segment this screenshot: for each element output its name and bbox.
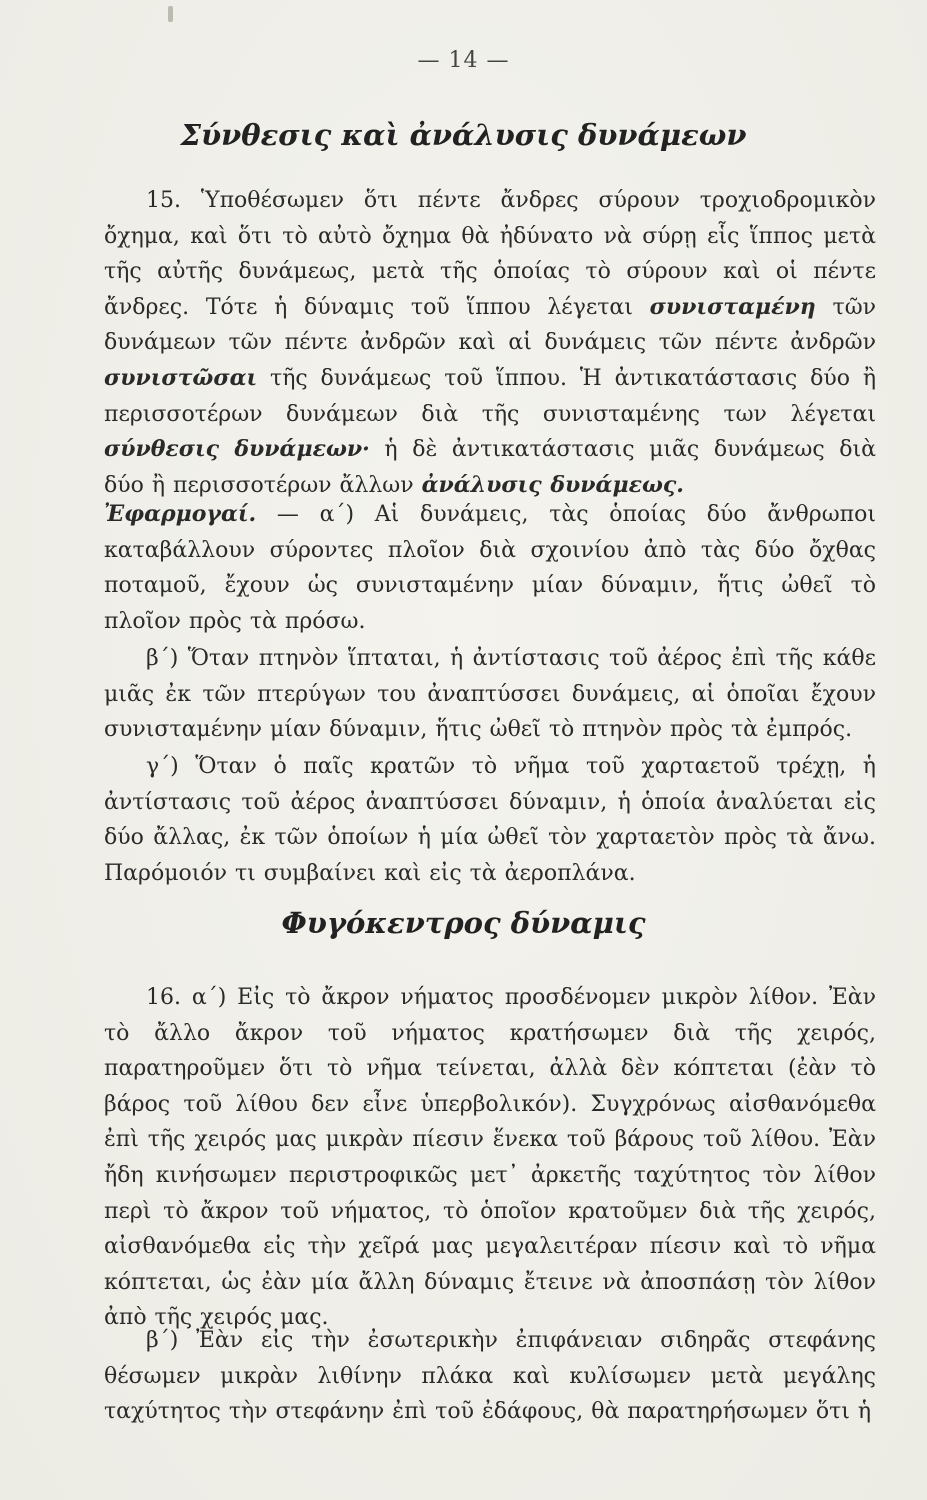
p15-text-1: 15. Ὑποθέσωμεν ὅτι πέντε ἄνδρες σύρουν τροχιοδρομικὸν ὄχημα, καὶ ὅτι τὸ αὐτὸ ὄχημα θὰ ἠδύνατο νὰ σύρῃ εἷς ἵππος μετὰ τῆς αὐτῆς δυνάμεως, μετὰ τῆς ὁποίας τὸ σύρουν καὶ οἱ πέντε ἄνδρες. Τότε ἡ δύναμις τοῦ ἵππου λέγεται (104, 188, 876, 320)
section-title-centrifugal: Φυγόκεντρος δύναμις (281, 906, 646, 940)
paragraph-16b: β΄) Ἐὰν εἰς τὴν ἐσωτερικὴν ἐπιφάνειαν σιδηρᾶς στεφάνης θέσωμεν μικρὰν λιθίνην πλάκα καὶ κυλίσωμεν μετὰ μεγάλης ταχύτητος τὴν στεφάνην ἐπὶ τοῦ ἐδάφους, θὰ παρατηρήσωμεν ὅτι ἡ (104, 1328, 876, 1425)
page-number: — 14 — (417, 48, 510, 73)
paragraph-applications (104, 497, 876, 639)
paragraph-16a: 16. α΄) Εἰς τὸ ἄκρον νήματος προσδένομεν μικρὸν λίθον. Ἐὰν τὸ ἄλλο ἄκρον τοῦ νήματος κρατήσωμεν διὰ τῆς χειρός, παρατηροῦμεν ὅτι τὸ νῆμα τείνεται, ἀλλὰ δὲν κόπτεται (ἐὰν τὸ βάρος τοῦ λίθου δεν εἶνε ὑπερβολικόν). Συγχρόνως αἰσθανόμεθα ἐπὶ τῆς χειρός μας μικρὰν πίεσιν ἕνεκα τοῦ βάρους τοῦ λίθου. Ἐὰν ἤδη κινήσωμεν περιστροφικῶς μετ᾽ ἀρκετῆς ταχύτητος τὸν λίθον περὶ τὸ ἄκρον τοῦ νήματος, τὸ ὁποῖον κρατοῦμεν διὰ τῆς χειρός, αἰσθανόμεθα εἰς τὴν χεῖρά μας μεγαλειτέραν πίεσιν καὶ τὸ νῆμα κόπτεται, ὡς ἐὰν μία ἄλλη δύναμις ἔτεινε νὰ ἀποσπάσῃ τὸν λίθον ἀπὸ τῆς χειρός μας. (104, 985, 876, 1331)
applications-text: — α΄) Αἱ δυνάμεις, τὰς ὁποίας δύο ἄνθρωποι καταβάλλουν σύροντες πλοῖον διὰ σχοινίου ἀπὸ τὰς δύο ὄχθας ποταμοῦ, ἔχουν ὡς συνισταμένην μίαν δύναμιν, ἥτις ὠθεῖ τὸ πλοῖον πρὸς τὰ πρόσω. (104, 502, 876, 634)
paragraph-example-beta: β΄) Ὅταν πτηνὸν ἵπταται, ἡ ἀντίστασις τοῦ ἀέρος ἐπὶ τῆς κάθε μιᾶς ἐκ τῶν πτερύγων του ἀναπτύσσει δυνάμεις, αἱ ὁποῖαι ἔχουν συνισταμένην μίαν δύναμιν, ἥτις ὠθεῖ τὸ πτηνὸν πρὸς τὰ ἐμπρός. (104, 646, 876, 743)
p15-text-4: ἡ δὲ ἀντικατάστασις μιᾶς δυνάμεως διὰ δύο ἢ περισσοτέρων ἄλλων (104, 437, 876, 498)
term-components: συνιστῶσαι (104, 364, 258, 391)
paragraph-15 (104, 183, 876, 503)
paragraph-example-gamma: γ΄) Ὅταν ὁ παῖς κρατῶν τὸ νῆμα τοῦ χαρταετοῦ τρέχῃ, ἡ ἀντίστασις τοῦ ἀέρος ἀναπτύσσει δύναμιν, ἡ ὁποία ἀναλύεται εἰς δύο ἄλλας, ἐκ τῶν ὁποίων ἡ μία ὠθεῖ τὸν χαρταετὸν πρὸς τὰ ἄνω. Παρόμοιόν τι συμβαίνει καὶ εἰς τὰ ἀεροπλάνα. (104, 754, 876, 886)
p15-text-3: τῆς δυνάμεως τοῦ ἵππου. Ἡ ἀντικατάστασις δύο ἢ περισσοτέρων δυνάμεων διὰ τῆς συνισταμένης των λέγεται (104, 365, 876, 427)
term-composition: σύνθεσις δυνάμεων· (104, 436, 370, 463)
term-resultant: συνισταμένη (649, 293, 816, 320)
p15-text-2: τῶν δυνάμεων τῶν πέντε ἀνδρῶν καὶ αἱ δυνάμεις τῶν πέντε ἀνδρῶν (104, 294, 877, 356)
applications-label: Ἐφαρμογαί. (104, 501, 257, 527)
ink-speck (168, 6, 173, 22)
term-resolution: ἀνάλυσις δυνάμεως. (421, 471, 684, 498)
section-title-composition: Σύνθεσις καὶ ἀνάλυσις δυνάμεων (180, 118, 747, 152)
